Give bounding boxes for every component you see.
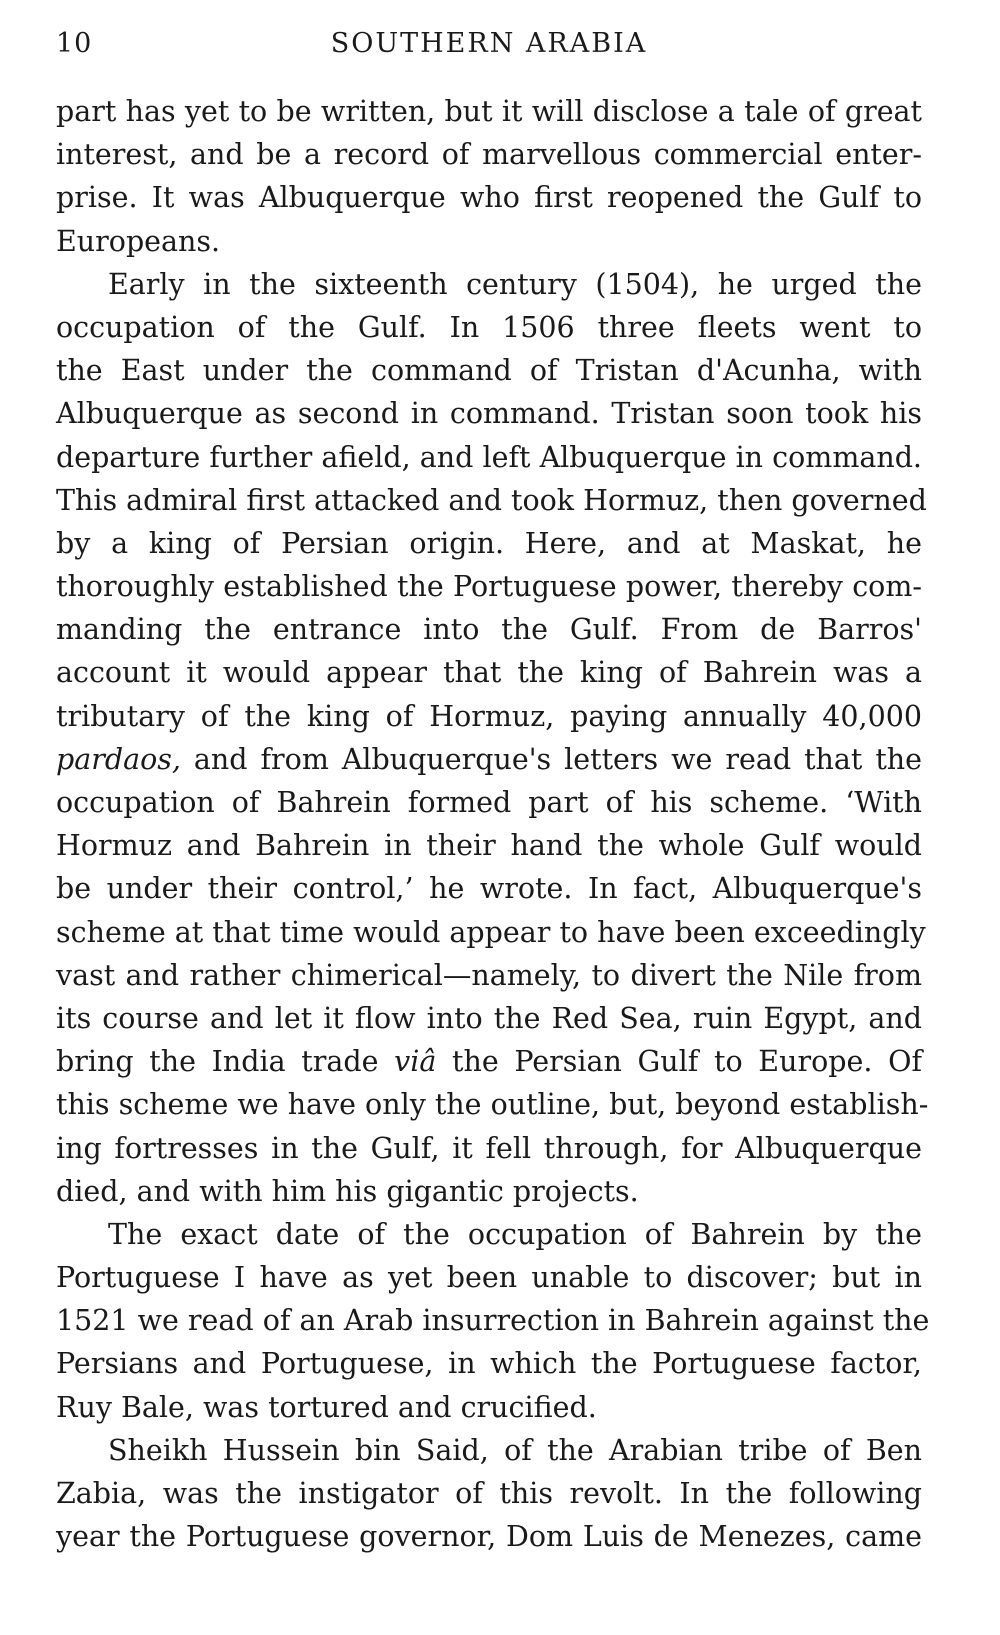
text-line <box>56 738 922 781</box>
text-line: died, and with him his gigantic projects. <box>56 1174 639 1208</box>
text-line: occupation of Bahrein formed part of his scheme. ‘With <box>56 786 922 819</box>
text-line <box>56 1040 922 1083</box>
text-line: this scheme we have only the outline, but, beyond establish- <box>56 1088 929 1122</box>
text-line: be under their control,’ he wrote. In fact, Albuquerque's <box>56 872 922 906</box>
text-line: prise. It was Albuquerque who first reopened the Gulf to <box>56 181 922 215</box>
text-line: thoroughly established the Portuguese power, thereby com- <box>56 570 922 604</box>
page-number: 10 <box>56 28 93 59</box>
text-line: by a king of Persian origin. Here, and at Maskat, he <box>56 526 922 560</box>
text-line: part has yet to be written, but it will disclose a tale of great <box>56 95 922 128</box>
running-head <box>56 26 922 66</box>
text-line: Persians and Portuguese, in which the Portuguese factor, <box>56 1347 922 1381</box>
body-text <box>56 90 930 1558</box>
italic-term: viâ <box>394 1045 437 1079</box>
text-line: its course and let it flow into the Red Sea, ruin Egypt, and <box>56 1001 922 1035</box>
text-line: occupation of the Gulf. In 1506 three fleets went to <box>56 310 922 344</box>
text-line: Zabia, was the instigator of this revolt. In the following <box>56 1477 922 1510</box>
text-line: the East under the command of Tristan d'Acunha, with <box>56 354 922 388</box>
running-title: SOUTHERN ARABIA <box>330 28 648 59</box>
text-segment: the Persian Gulf to Europe. Of <box>436 1045 922 1079</box>
text-segment: bring the India trade <box>56 1045 395 1079</box>
text-line: manding the entrance into the Gulf. From de Barros' <box>56 613 922 647</box>
text-line: Hormuz and Bahrein in their hand the whole Gulf would <box>56 829 922 863</box>
text-segment: and from Albuquerque's letters we read that the <box>180 742 922 776</box>
text-line: Early in the sixteenth century (1504), he urged the <box>108 267 922 301</box>
text-line: interest, and be a record of marvellous commercial enter- <box>56 138 922 172</box>
text-line: vast and rather chimerical—namely, to divert the Nile from <box>56 958 922 992</box>
text-line: scheme at that time would appear to have been exceedingly <box>56 915 926 949</box>
text-line: This admiral first attacked and took Hormuz, then governed <box>56 483 927 517</box>
text-line: Albuquerque as second in command. Tristan soon took his <box>56 397 922 431</box>
text-line: The exact date of the occupation of Bahrein by the <box>108 1217 922 1251</box>
text-line: tributary of the king of Hormuz, paying annually 40,000 <box>56 699 922 733</box>
text-line: Europeans. <box>56 224 221 258</box>
text-line: Ruy Bale, was tortured and crucified. <box>56 1390 597 1424</box>
text-line: account it would appear that the king of Bahrein was a <box>56 656 922 690</box>
text-line: 1521 we read of an Arab insurrection in Bahrein against the <box>56 1304 930 1338</box>
text-line: year the Portuguese governor, Dom Luis de Menezes, came <box>56 1520 922 1554</box>
italic-term: pardaos, <box>56 742 181 776</box>
text-line: Portuguese I have as yet been unable to discover; but in <box>56 1261 922 1295</box>
text-line: ing fortresses in the Gulf, it fell through, for Albuquerque <box>56 1131 922 1165</box>
text-line: Sheikh Hussein bin Said, of the Arabian tribe of Ben <box>108 1433 922 1467</box>
text-line: departure further afield, and left Albuquerque in command. <box>56 440 922 474</box>
